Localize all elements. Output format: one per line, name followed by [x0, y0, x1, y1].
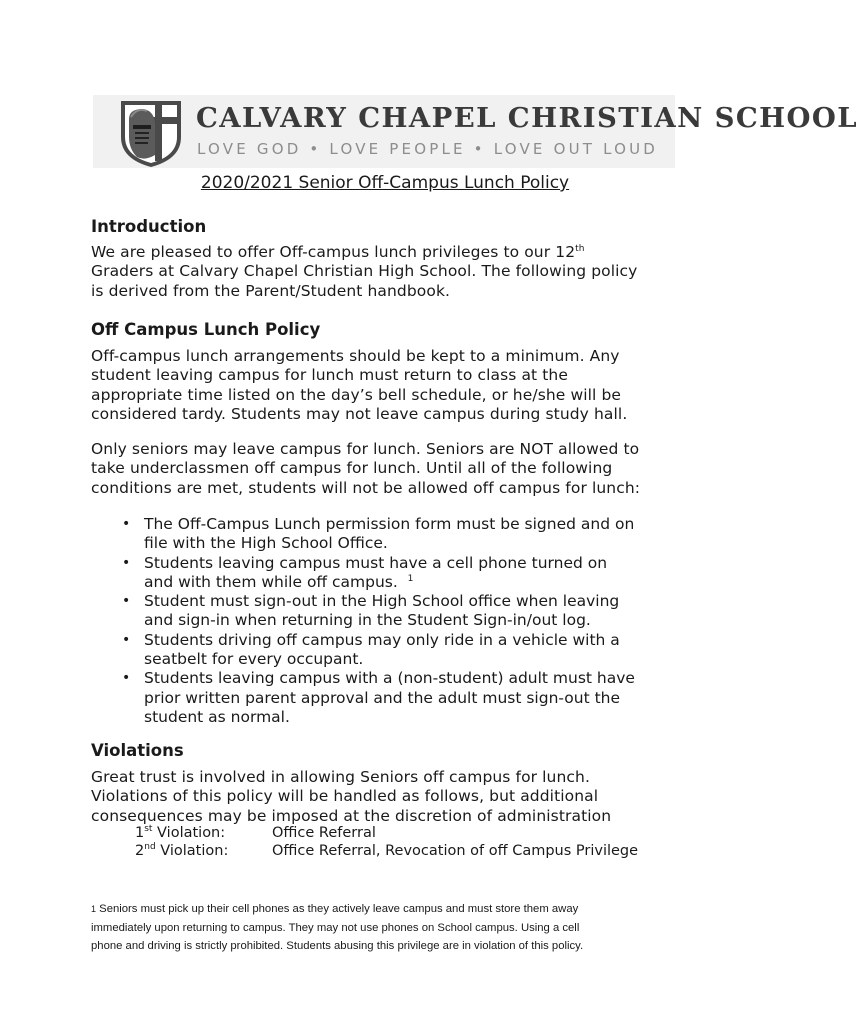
document-title: 2020/2021 Senior Off-Campus Lunch Policy — [200, 173, 570, 193]
bullet-icon: • — [122, 516, 131, 532]
list-item: • The Off-Campus Lunch permission form must be signed and on file with the High School Office. — [122, 515, 635, 553]
text-line: Graders at Calvary Chapel Christian High School. The following policy — [91, 262, 638, 281]
school-motto: LOVE GOD • LOVE PEOPLE • LOVE OUT LOUD — [197, 140, 659, 158]
second-violation-consequence: Office Referral, Revocation of off Campus Privilege — [272, 843, 639, 859]
text-line: Great trust is involved in allowing Seniors off campus for lunch. — [91, 768, 590, 786]
first-violation-consequence: Office Referral — [272, 825, 376, 841]
bullet-icon: • — [122, 670, 131, 687]
policy-paragraph-1 — [91, 347, 691, 424]
footnote-reference: 1 — [407, 573, 414, 584]
second-violation-row — [135, 842, 638, 860]
bullet-icon: • — [122, 593, 131, 610]
text-line: appropriate time listed on the day’s bell schedule, or he/she will be — [91, 385, 622, 404]
policy-heading: Off Campus Lunch Policy — [91, 320, 321, 339]
text-line: Only seniors may leave campus for lunch. Seniors are NOT allowed to — [91, 440, 640, 458]
text-line: student leaving campus for lunch must return to class at the — [91, 366, 568, 385]
footnote: 1 Seniors must pick up their cell phones as they actively leave campus and must store them away immediately upon returning to campus. They may not use phones on School campus. Using a cell phone and driving is strictly prohibited. Students abusing this privilege are in violation of this policy. — [91, 903, 584, 952]
bullet-icon: • — [122, 631, 131, 648]
knight-helmet-cross-crest-icon — [115, 97, 187, 169]
violations-paragraph — [91, 768, 691, 826]
text-line: consequences may be imposed at the discretion of administration — [91, 806, 612, 825]
text-line: take underclassmen off campus for lunch. Until all of the following — [91, 459, 613, 478]
text-line: Violations of this policy will be handled as follows, but additional — [91, 787, 599, 806]
violations-heading: Violations — [91, 741, 184, 760]
second-violation-label: 2nd Violation: — [135, 842, 229, 859]
policy-paragraph-2 — [91, 440, 691, 498]
text-line: Off-campus lunch arrangements should be kept to a minimum. Any — [91, 347, 620, 365]
footnote-marker: 1 — [91, 904, 97, 914]
list-item: • Students leaving campus must have a cell phone turned on and with them while off campus. $^1$ — [122, 553, 608, 591]
conditions-list — [118, 515, 698, 727]
text-line: considered tardy. Students may not leave campus during study hall. — [91, 404, 628, 423]
introduction-heading: Introduction — [91, 217, 207, 236]
first-violation-row — [135, 824, 376, 842]
text-line: is derived from the Parent/Student handbook. — [91, 281, 451, 300]
first-violation-label: 1st Violation: — [135, 824, 226, 841]
school-name: CALVARY CHAPEL CHRISTIAN SCHOOL — [196, 102, 858, 134]
introduction-paragraph — [91, 243, 691, 301]
list-item: • Student must sign-out in the High School office when leaving and sign-in when returning in the Student Sign-in/out log. — [122, 592, 620, 630]
list-item: • Students leaving campus with a (non-student) adult must have prior written parent approval and the adult must sign-out the student as normal. — [122, 669, 635, 726]
bullet-icon: • — [122, 554, 131, 571]
list-item: • Students driving off campus may only ride in a vehicle with a seatbelt for every occupant. — [122, 630, 620, 669]
text-line: We are pleased to offer Off-campus lunch privileges to our 12th — [91, 243, 585, 261]
text-line: conditions are met, students will not be allowed off campus for lunch: — [91, 478, 641, 497]
